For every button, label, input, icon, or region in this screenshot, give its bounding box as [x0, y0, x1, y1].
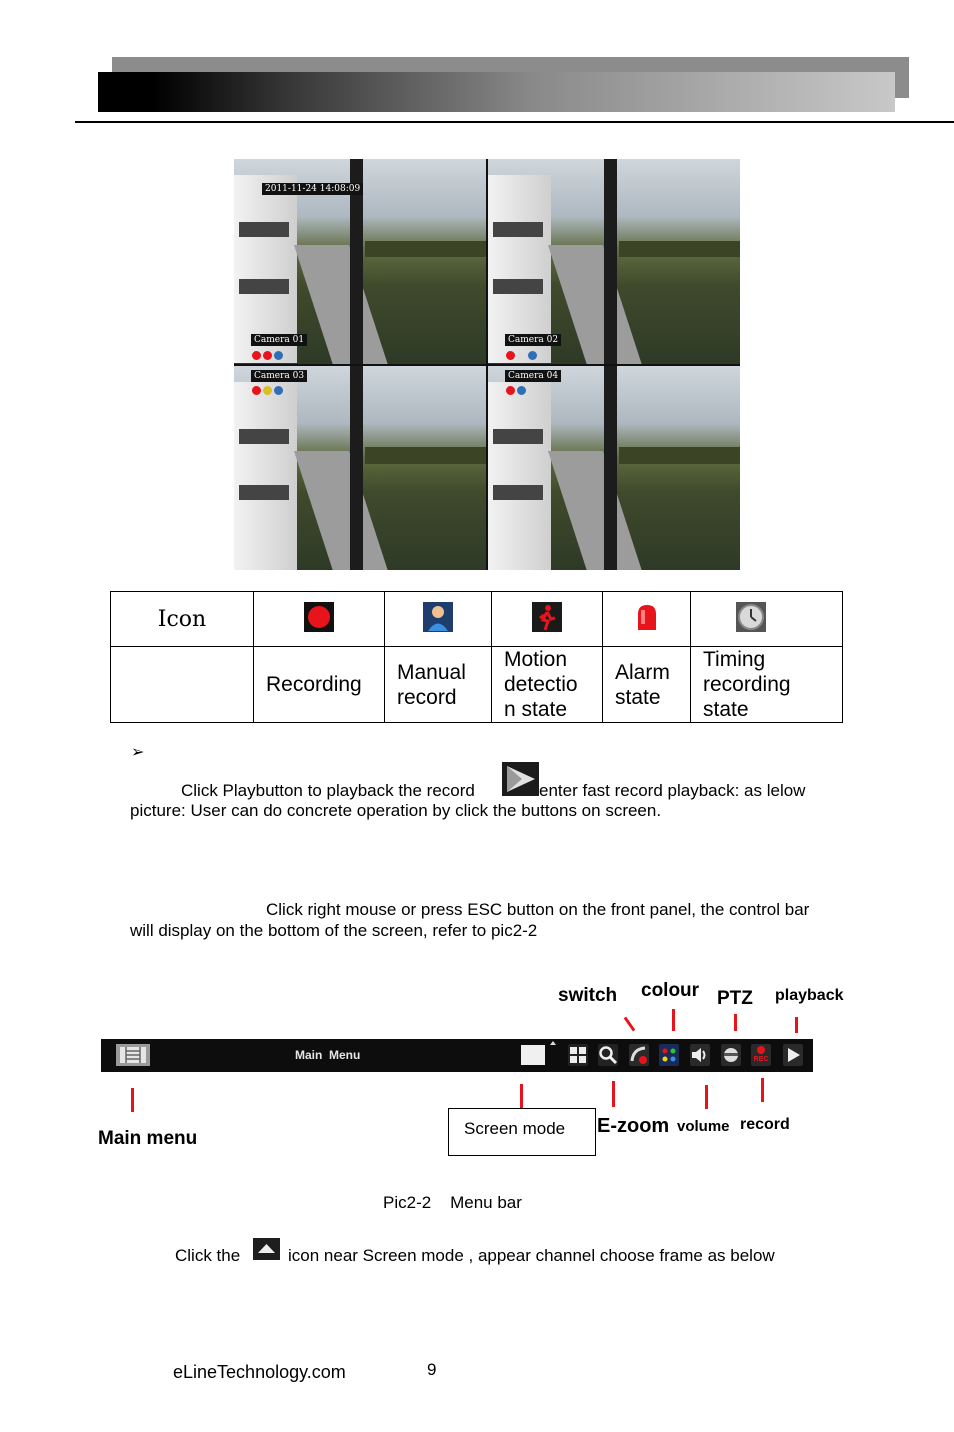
header-rule [75, 121, 954, 123]
screen-mode-button[interactable] [521, 1045, 545, 1065]
camera-tile-1 [234, 159, 486, 364]
playback-text-a: Click Playbutton to playback the record [181, 781, 475, 800]
icon-header: Icon [111, 592, 254, 647]
ptz-label: PTZ [717, 988, 753, 1009]
playback-pointer [795, 1017, 798, 1033]
esc-text-line2: will display on the bottom of the screen, refer to pic2-2 [130, 921, 538, 940]
colour-pointer [672, 1009, 675, 1031]
main-menu-button[interactable] [116, 1044, 150, 1066]
record-pointer [761, 1078, 764, 1102]
timestamp-overlay: 2011-11-24 14:08:09 [262, 183, 363, 195]
motion-icon [263, 351, 272, 360]
colour-label: colour [641, 980, 700, 1001]
timing-icon [517, 351, 526, 360]
colour-button[interactable] [659, 1044, 679, 1066]
screen-mode-up-icon [253, 1238, 280, 1260]
manual-record-icon [274, 386, 283, 395]
screen-mode-callout [448, 1108, 596, 1156]
manual-record-desc: Manual record [385, 647, 492, 723]
recording-icon [304, 602, 334, 632]
playback-text-line2: picture: User can do concrete operation by click the buttons on screen. [130, 801, 662, 820]
camera-name-label: Camera 03 [251, 370, 307, 382]
switch-pointer [624, 1017, 636, 1032]
camera-preview-grid [234, 159, 740, 570]
status-icons [252, 351, 283, 360]
status-icons [252, 386, 283, 395]
recording-icon [506, 386, 515, 395]
switch-label: switch [558, 985, 618, 1006]
rec-badge: REC [753, 1056, 769, 1063]
playback-button[interactable] [783, 1044, 803, 1066]
recording-icon [252, 351, 261, 360]
click-the-text: Click the [175, 1246, 241, 1265]
camera-tile-4 [488, 366, 740, 571]
switch-button[interactable] [568, 1044, 588, 1066]
motion-detection-icon [532, 602, 562, 632]
alarm-state-desc: Alarm state [603, 647, 691, 723]
ptz-button[interactable] [721, 1044, 741, 1066]
camera-name-label: Camera 01 [251, 334, 307, 346]
figure-caption: Pic2-2 Menu bar [383, 1193, 522, 1212]
main-menu-label: Main menu [98, 1128, 198, 1149]
timing-recording-desc: Timing recording state [691, 647, 843, 723]
playback-text-b: enter fast record playback: as lelow [539, 781, 806, 800]
camera-name-label: Camera 02 [505, 334, 561, 346]
manual-record-icon [517, 386, 526, 395]
ptz-switch-button[interactable] [629, 1044, 649, 1066]
channel-choose-text: icon near Screen mode , appear channel choose frame as below [288, 1246, 775, 1265]
camera-tile-2 [488, 159, 740, 364]
ptz-pointer [734, 1014, 737, 1031]
manual-record-icon [528, 351, 537, 360]
recording-icon [252, 386, 261, 395]
alarm-icon [263, 386, 272, 395]
motion-detection-desc: Motion detectio n state [492, 647, 603, 723]
esc-text-line1: Click right mouse or press ESC button on the front panel, the control bar [266, 900, 810, 919]
screen-mode-arrow-icon[interactable] [550, 1041, 556, 1045]
status-icons [506, 386, 526, 395]
main-menu-pointer [131, 1088, 134, 1112]
header-banner [98, 72, 895, 112]
manual-record-icon [423, 602, 453, 632]
main-menu-bar-label: Main Menu [295, 1048, 361, 1062]
status-icons [506, 351, 537, 360]
timing-recording-icon [736, 602, 766, 632]
bullet-arrow: ➢ [131, 744, 145, 761]
camera-tile-3 [234, 366, 486, 571]
camera-name-label: Camera 04 [505, 370, 561, 382]
footer-website: eLineTechnology.com [173, 1362, 346, 1382]
screen-mode-label: Screen mode [464, 1119, 566, 1138]
volume-label: volume [677, 1118, 730, 1135]
menu-bar [101, 1039, 813, 1072]
page-number: 9 [427, 1360, 437, 1379]
ezoom-pointer [612, 1081, 615, 1107]
manual-record-icon [274, 351, 283, 360]
screen-mode-pointer [520, 1084, 523, 1108]
record-dot-icon [757, 1046, 765, 1054]
record-button[interactable] [751, 1044, 771, 1066]
record-label: record [740, 1116, 790, 1133]
playback-label: playback [775, 987, 844, 1004]
volume-pointer [705, 1085, 708, 1109]
icon-legend-table [110, 591, 843, 723]
recording-icon [506, 351, 515, 360]
alarm-icon [632, 602, 662, 632]
volume-button[interactable] [690, 1044, 710, 1066]
recording-desc: Recording [254, 647, 385, 723]
ezoom-label: E-zoom [597, 1115, 670, 1137]
ezoom-button[interactable] [598, 1044, 618, 1066]
play-icon [502, 762, 539, 796]
